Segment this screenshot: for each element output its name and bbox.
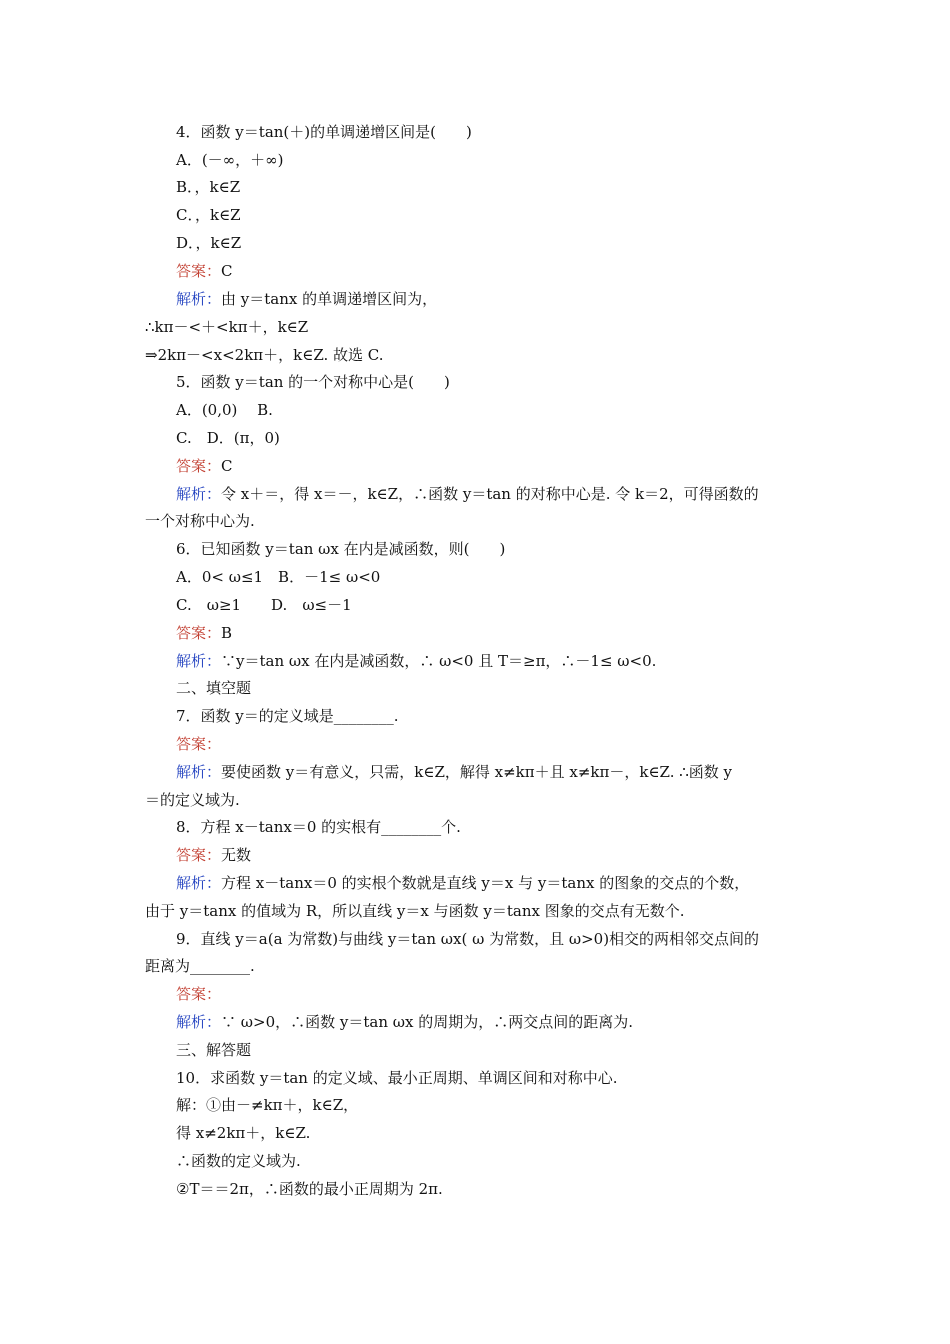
solution-text: ∴函数的定义域为. [176, 1152, 301, 1170]
analysis-line: 解析：由 y＝tanx 的单调递增区间为， [176, 290, 438, 308]
question-9-stem-cont: 距离为________. [145, 957, 255, 975]
analysis-label: 解析： [176, 652, 222, 670]
solution-text: ②T＝＝2π，∴函数的最小正周期为 2π. [176, 1180, 443, 1198]
answer-label: 答案： [176, 985, 222, 1003]
solution-text: 解：①由－≠kπ＋，k∈Z， [176, 1096, 359, 1114]
analysis-label: 解析： [176, 290, 222, 308]
analysis-text: 由于 y＝tanx 的值域为 R，所以直线 y＝x 与函数 y＝tanx 图象的交点有无数个. [145, 902, 685, 920]
options-cd: C. ω≥1 D. ω≤－1 [176, 596, 352, 614]
analysis-text: ∴kπ－<＋<kπ＋，k∈Z [145, 318, 309, 336]
answer-line: 答案：C [176, 457, 233, 475]
analysis-label: 解析： [176, 874, 222, 892]
section-heading: 三、解答题 [176, 1041, 252, 1059]
question-5-stem: 5．函数 y＝tan 的一个对称中心是( ) [176, 373, 450, 391]
option-a: A．(－∞，＋∞) [176, 151, 284, 169]
analysis-label: 解析： [176, 763, 222, 781]
analysis-label: 解析： [176, 1013, 222, 1031]
analysis-text: ⇒2kπ－<x<2kπ＋，k∈Z. 故选 C. [145, 346, 384, 364]
options-ab: A．0< ω≤1 B．－1≤ ω<0 [176, 568, 381, 586]
analysis-line: 解析：方程 x－tanx＝0 的实根个数就是直线 y＝x 与 y＝tanx 的图象的交点的个数， [176, 874, 750, 892]
answer-label: 答案： [176, 457, 222, 475]
answer-label: 答案： [176, 735, 222, 753]
analysis-line: 解析：∵y＝tan ωx 在内是减函数，∴ ω<0 且 T＝≥π，∴－1≤ ω<0. [176, 652, 657, 670]
answer-line: 答案：C [176, 262, 233, 280]
analysis-line: 解析：令 x＋＝，得 x＝－，k∈Z，∴函数 y＝tan 的对称中心是. 令 k＝2，可得函数的 [176, 485, 759, 503]
option-b: B．，k∈Z [176, 178, 241, 196]
section-heading: 二、填空题 [176, 679, 252, 697]
answer-label: 答案： [176, 262, 222, 280]
question-9-stem: 9．直线 y＝a(a 为常数)与曲线 y＝tan ωx( ω 为常数，且 ω>0)相交的两相邻交点间的 [176, 930, 760, 948]
answer-line [176, 734, 221, 754]
analysis-line: 解析：要使函数 y＝有意义，只需，k∈Z，解得 x≠kπ＋且 x≠kπ－，k∈Z. ∴函数 y [176, 763, 733, 781]
question-6-stem: 6．已知函数 y＝tan ωx 在内是减函数，则( ) [176, 540, 506, 558]
option-d: D．，k∈Z [176, 234, 242, 252]
analysis-label: 解析： [176, 485, 222, 503]
analysis-text: ＝的定义域为. [145, 791, 240, 809]
answer-label: 答案： [176, 624, 222, 642]
question-10-stem: 10．求函数 y＝tan 的定义域、最小正周期、单调区间和对称中心. [176, 1069, 618, 1087]
question-8-stem: 8．方程 x－tanx＝0 的实根有________个. [176, 818, 461, 836]
answer-line [176, 984, 221, 1004]
answer-line: 答案：无数 [176, 846, 252, 864]
analysis-line: 解析：∵ ω>0，∴函数 y＝tan ωx 的周期为，∴两交点间的距离为. [176, 1013, 633, 1031]
question-4-stem: 4．函数 y＝tan(＋)的单调递增区间是( ) [176, 123, 472, 141]
question-7-stem: 7．函数 y＝的定义域是________. [176, 707, 399, 725]
answer-label: 答案： [176, 846, 222, 864]
option-c: C．，k∈Z [176, 206, 241, 224]
analysis-text: 一个对称中心为. [145, 512, 255, 530]
options-cd: C. D．(π，0) [176, 429, 280, 447]
answer-line: 答案：B [176, 624, 233, 642]
solution-text: 得 x≠2kπ＋，k∈Z. [176, 1124, 311, 1142]
options-ab: A．(0,0) B. [176, 401, 273, 419]
